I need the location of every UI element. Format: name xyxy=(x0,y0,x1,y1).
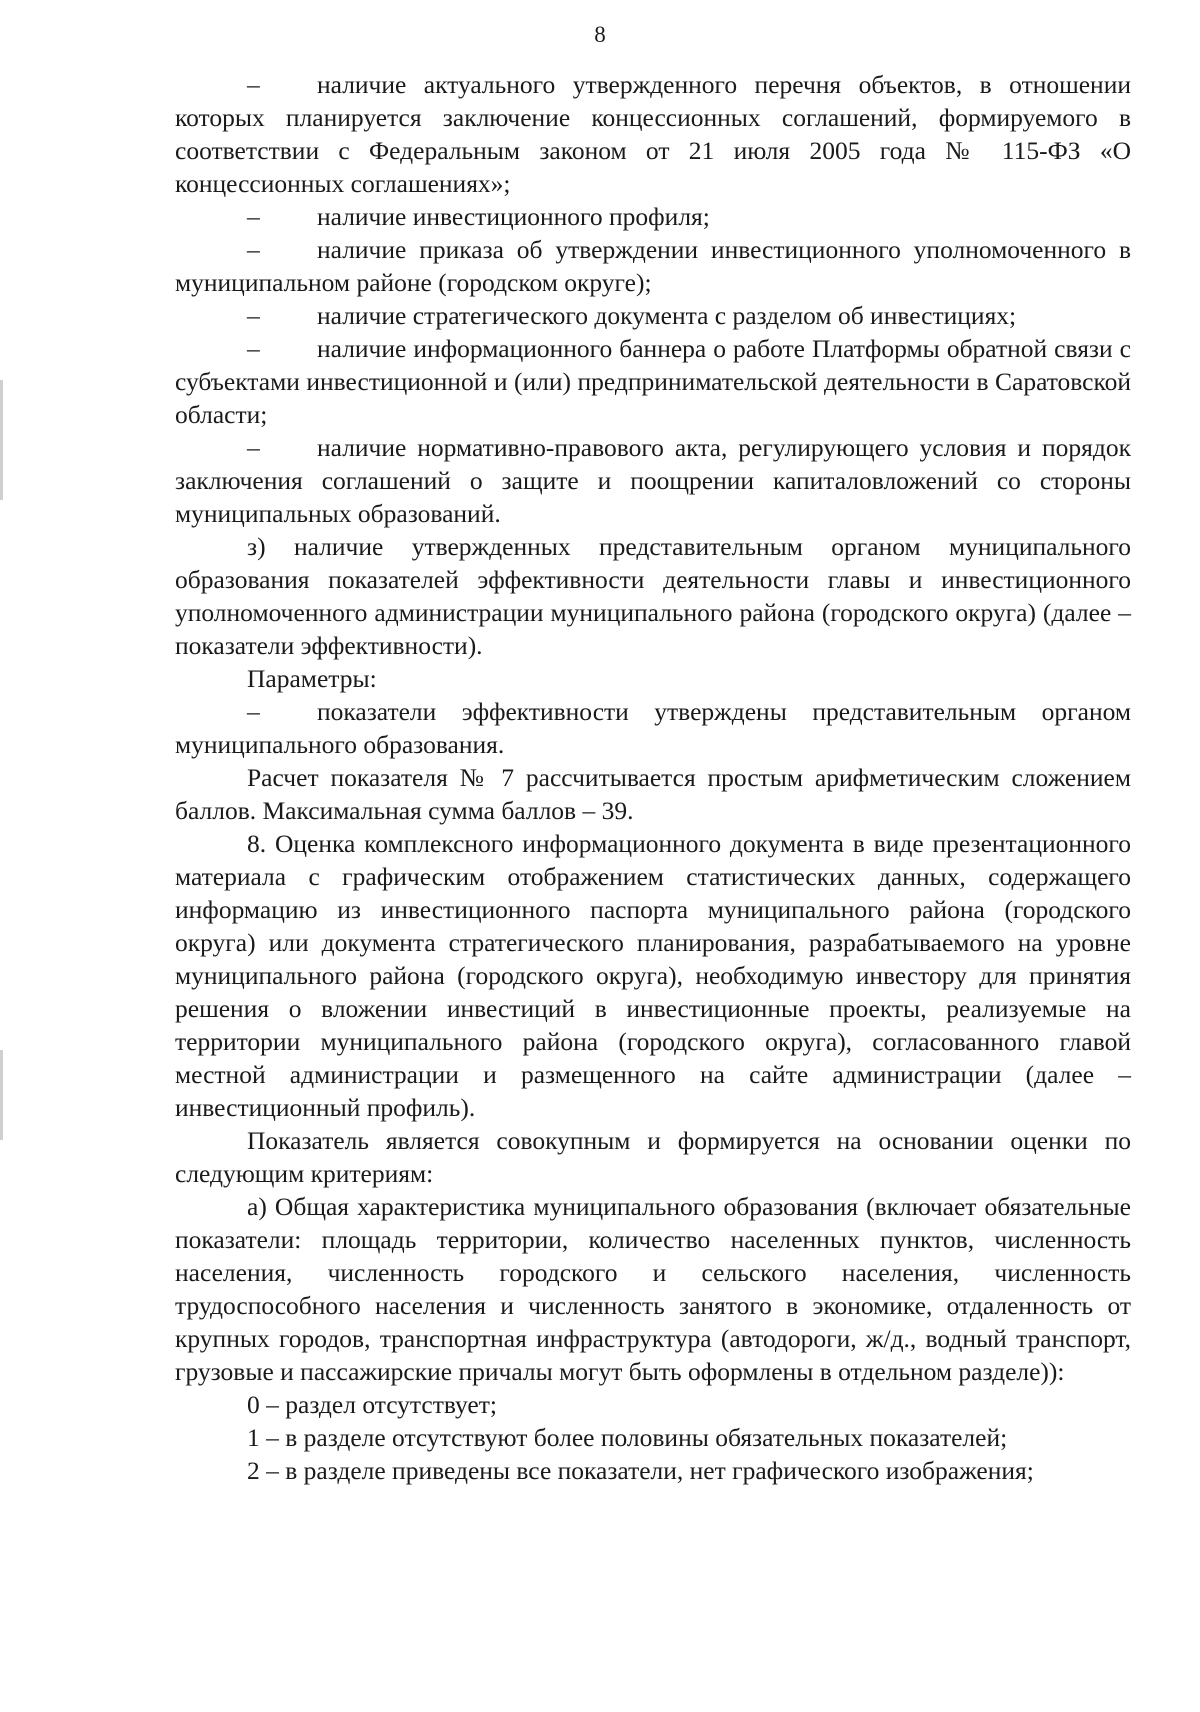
paragraph-text: наличие приказа об утверждении инвестиционного уполномоченного в муниципальном районе (городском округе); xyxy=(175,235,1131,297)
document-paragraph xyxy=(175,662,1131,695)
document-paragraph xyxy=(175,530,1131,662)
paragraph-text: Показатель является совокупным и формируется на основании оценки по следующим критериям: xyxy=(175,1126,1131,1188)
list-bullet: – xyxy=(247,433,260,462)
document-paragraph xyxy=(175,200,1131,233)
document-paragraph xyxy=(175,761,1131,827)
paragraph-text: 1 – в разделе отсутствуют более половины обязательных показателей; xyxy=(247,1423,1008,1452)
list-bullet: – xyxy=(247,334,260,363)
paragraph-text: наличие нормативно-правового акта, регулирующего условия и порядок заключения соглашений о защите и поощрении капиталовложений со стороны муниципальных образований. xyxy=(175,433,1131,528)
document-paragraph xyxy=(175,1388,1131,1421)
paragraph-text: наличие стратегического документа с разделом об инвестициях; xyxy=(317,301,1017,330)
document-paragraph xyxy=(175,695,1131,761)
paragraph-text: показатели эффективности утверждены представительным органом муниципального образования. xyxy=(175,697,1131,759)
document-paragraph xyxy=(175,1190,1131,1388)
scan-edge-mark xyxy=(0,1050,3,1140)
document-paragraph xyxy=(175,1454,1131,1487)
list-bullet: – xyxy=(247,202,260,231)
document-body xyxy=(175,68,1131,1487)
paragraph-text: 0 – раздел отсутствует; xyxy=(247,1390,497,1419)
document-paragraph xyxy=(175,431,1131,530)
list-bullet: – xyxy=(247,301,260,330)
document-paragraph xyxy=(175,233,1131,299)
document-paragraph xyxy=(175,1421,1131,1454)
document-paragraph xyxy=(175,68,1131,200)
list-bullet: – xyxy=(247,235,260,264)
list-bullet: – xyxy=(247,70,260,99)
paragraph-text: з) наличие утвержденных представительным органом муниципального образования показателей эффективности деятельности главы и инвестиционного уполномоченного администрации муниципального района (городского округа) (далее – показатели эффективности). xyxy=(175,532,1131,660)
paragraph-text: 2 – в разделе приведены все показатели, нет графического изображения; xyxy=(247,1456,1034,1485)
document-paragraph xyxy=(175,827,1131,1124)
paragraph-text: наличие актуального утвержденного перечня объектов, в отношении которых планируется заключение концессионных соглашений, формируемого в соответствии с Федеральным законом от 21 июля 2005 года № 115-ФЗ «О концессионных соглашениях»; xyxy=(175,70,1131,198)
page-number: 8 xyxy=(594,22,606,47)
paragraph-text: наличие информационного баннера о работе Платформы обратной связи с субъектами инвестиционной и (или) предпринимательской деятельности в Саратовской области; xyxy=(175,334,1131,429)
document-paragraph xyxy=(175,299,1131,332)
document-paragraph xyxy=(175,332,1131,431)
paragraph-text: а) Общая характеристика муниципального образования (включает обязательные показатели: площадь территории, количество населенных пунктов, численность населения, численность городского и сельского населения, численность трудоспособного населения и численность занятого в экономике, отдаленность от крупных городов, транспортная инфраструктура (автодороги, ж/д., водный транспорт, грузовые и пассажирские причалы могут быть оформлены в отдельном разделе)): xyxy=(175,1192,1131,1386)
list-bullet: – xyxy=(247,697,260,726)
paragraph-text: наличие инвестиционного профиля; xyxy=(317,202,710,231)
paragraph-text: Параметры: xyxy=(247,664,377,693)
document-paragraph xyxy=(175,1124,1131,1190)
paragraph-text: Расчет показателя № 7 рассчитывается простым арифметическим сложением баллов. Максимальная сумма баллов – 39. xyxy=(175,763,1131,825)
scan-edge-mark xyxy=(0,380,3,500)
paragraph-text: 8. Оценка комплексного информационного документа в виде презентационного материала с графическим отображением статистических данных, содержащего информацию из инвестиционного паспорта муниципального района (городского округа) или документа стратегического планирования, разрабатываемого на уровне муниципального района (городского округа), необходимую инвестору для принятия решения о вложении инвестиций в инвестиционные проекты, реализуемые на территории муниципального района (городского округа), согласованного главой местной администрации и размещенного на сайте администрации (далее – инвестиционный профиль). xyxy=(175,829,1131,1122)
